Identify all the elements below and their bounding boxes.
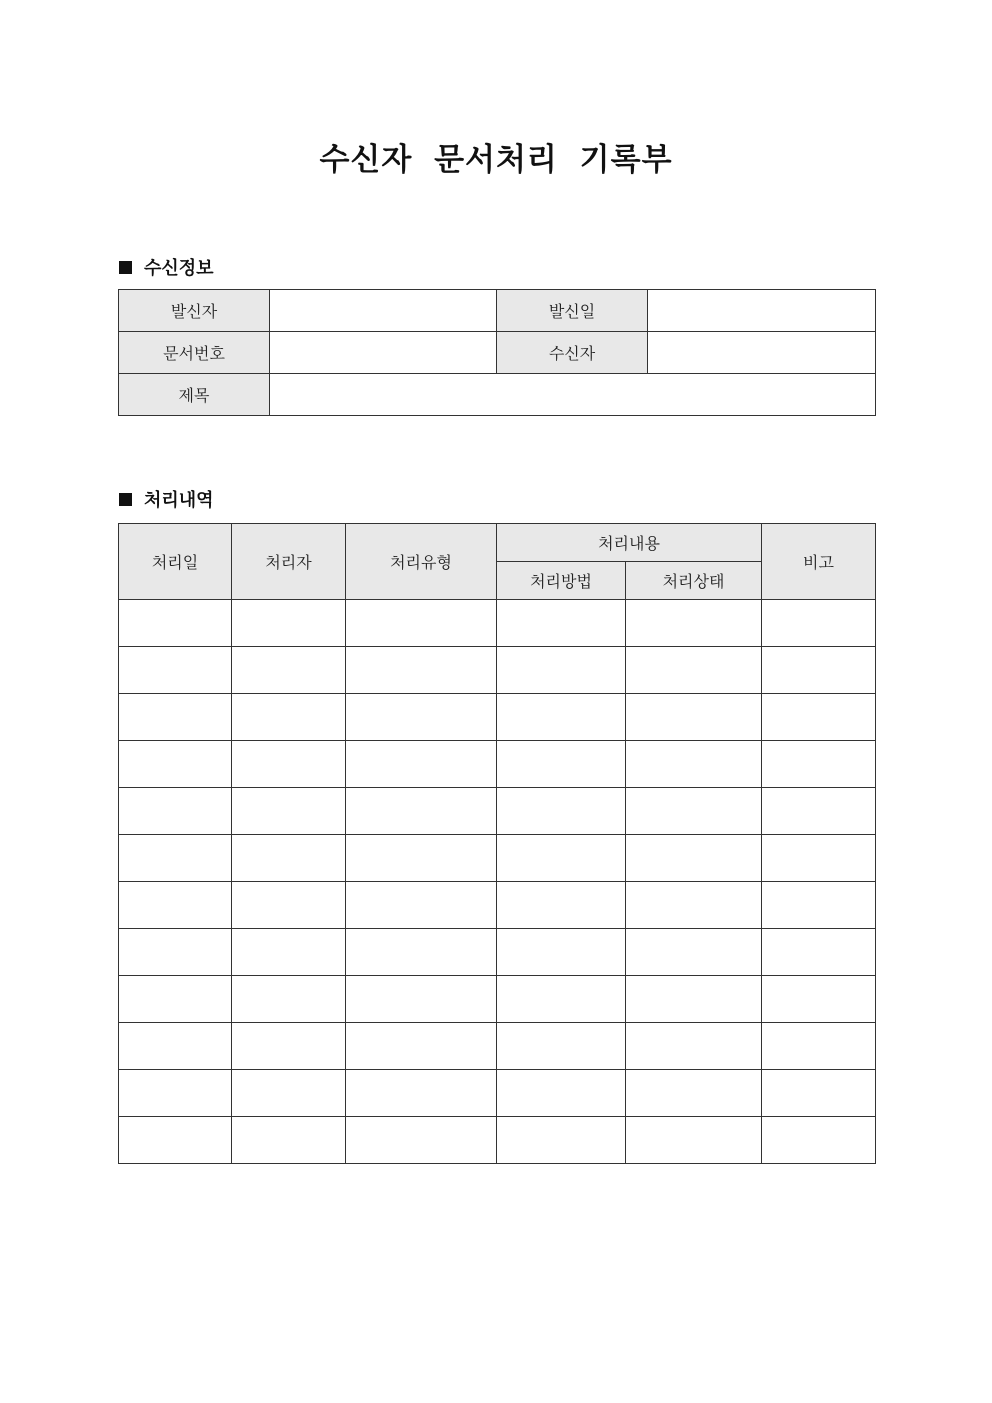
- status-cell[interactable]: [626, 929, 762, 976]
- document-title: 수신자 문서처리 기록부: [319, 142, 673, 178]
- table-row: [119, 1023, 876, 1070]
- col-remarks-header: 비고: [762, 524, 876, 600]
- remarks-cell[interactable]: [762, 835, 876, 882]
- method-cell[interactable]: [497, 788, 626, 835]
- date-cell[interactable]: [119, 647, 232, 694]
- col-date-header: 처리일: [119, 524, 232, 600]
- remarks-cell[interactable]: [762, 647, 876, 694]
- status-cell[interactable]: [626, 600, 762, 647]
- handler-cell[interactable]: [232, 1023, 346, 1070]
- method-cell[interactable]: [497, 1117, 626, 1164]
- date-cell[interactable]: [119, 741, 232, 788]
- info-row-doc-number: [119, 332, 876, 374]
- remarks-cell[interactable]: [762, 788, 876, 835]
- sent-date-label: 발신일: [497, 290, 648, 332]
- type-cell[interactable]: [346, 976, 497, 1023]
- date-cell[interactable]: [119, 882, 232, 929]
- handler-cell[interactable]: [232, 835, 346, 882]
- status-cell[interactable]: [626, 835, 762, 882]
- status-cell[interactable]: [626, 882, 762, 929]
- method-cell[interactable]: [497, 1070, 626, 1117]
- processing-header-row: [119, 524, 876, 562]
- type-cell[interactable]: [346, 1117, 497, 1164]
- handler-cell[interactable]: [232, 788, 346, 835]
- col-method-header: 처리방법: [497, 562, 626, 600]
- square-bullet-icon: [119, 261, 132, 274]
- method-cell[interactable]: [497, 882, 626, 929]
- handler-cell[interactable]: [232, 647, 346, 694]
- handler-cell[interactable]: [232, 976, 346, 1023]
- doc-number-label: 문서번호: [119, 332, 270, 374]
- date-cell[interactable]: [119, 788, 232, 835]
- doc-number-value[interactable]: [270, 332, 497, 374]
- sender-label: 발신자: [119, 290, 270, 332]
- type-cell[interactable]: [346, 929, 497, 976]
- processing-heading-text: 처리내역: [144, 490, 214, 511]
- sender-value[interactable]: [270, 290, 497, 332]
- processing-table-body: [119, 600, 876, 1164]
- remarks-cell[interactable]: [762, 1023, 876, 1070]
- remarks-cell[interactable]: [762, 741, 876, 788]
- type-cell[interactable]: [346, 694, 497, 741]
- remarks-cell[interactable]: [762, 600, 876, 647]
- status-cell[interactable]: [626, 694, 762, 741]
- table-row: [119, 835, 876, 882]
- status-cell[interactable]: [626, 1070, 762, 1117]
- date-cell[interactable]: [119, 1023, 232, 1070]
- type-cell[interactable]: [346, 741, 497, 788]
- method-cell[interactable]: [497, 694, 626, 741]
- date-cell[interactable]: [119, 600, 232, 647]
- remarks-cell[interactable]: [762, 929, 876, 976]
- table-row: [119, 929, 876, 976]
- handler-cell[interactable]: [232, 600, 346, 647]
- method-cell[interactable]: [497, 741, 626, 788]
- method-cell[interactable]: [497, 647, 626, 694]
- subject-value[interactable]: [270, 374, 876, 416]
- receive-info-heading: [119, 254, 214, 280]
- table-row: [119, 1117, 876, 1164]
- date-cell[interactable]: [119, 694, 232, 741]
- table-row: [119, 600, 876, 647]
- status-cell[interactable]: [626, 1023, 762, 1070]
- col-status-header: 처리상태: [626, 562, 762, 600]
- type-cell[interactable]: [346, 647, 497, 694]
- processing-heading: [119, 486, 214, 512]
- remarks-cell[interactable]: [762, 694, 876, 741]
- table-row: [119, 788, 876, 835]
- date-cell[interactable]: [119, 976, 232, 1023]
- remarks-cell[interactable]: [762, 976, 876, 1023]
- subject-label: 제목: [119, 374, 270, 416]
- method-cell[interactable]: [497, 600, 626, 647]
- table-row: [119, 882, 876, 929]
- status-cell[interactable]: [626, 976, 762, 1023]
- date-cell[interactable]: [119, 1070, 232, 1117]
- remarks-cell[interactable]: [762, 1117, 876, 1164]
- info-row-subject: [119, 374, 876, 416]
- square-bullet-icon: [119, 493, 132, 506]
- handler-cell[interactable]: [232, 882, 346, 929]
- handler-cell[interactable]: [232, 1070, 346, 1117]
- handler-cell[interactable]: [232, 694, 346, 741]
- type-cell[interactable]: [346, 1070, 497, 1117]
- table-row: [119, 741, 876, 788]
- handler-cell[interactable]: [232, 741, 346, 788]
- type-cell[interactable]: [346, 1023, 497, 1070]
- date-cell[interactable]: [119, 1117, 232, 1164]
- type-cell[interactable]: [346, 788, 497, 835]
- table-row: [119, 694, 876, 741]
- recipient-label: 수신자: [497, 332, 648, 374]
- remarks-cell[interactable]: [762, 882, 876, 929]
- date-cell[interactable]: [119, 835, 232, 882]
- table-row: [119, 647, 876, 694]
- method-cell[interactable]: [497, 976, 626, 1023]
- type-cell[interactable]: [346, 600, 497, 647]
- method-cell[interactable]: [497, 929, 626, 976]
- table-row: [119, 976, 876, 1023]
- date-cell[interactable]: [119, 929, 232, 976]
- type-cell[interactable]: [346, 882, 497, 929]
- info-row-sender: [119, 290, 876, 332]
- col-content-header: 처리내용: [497, 524, 762, 562]
- table-row: [119, 1070, 876, 1117]
- sent-date-value[interactable]: [648, 290, 876, 332]
- receive-info-table: [118, 289, 876, 416]
- processing-table: [118, 523, 876, 1164]
- status-cell[interactable]: [626, 741, 762, 788]
- handler-cell[interactable]: [232, 1117, 346, 1164]
- status-cell[interactable]: [626, 788, 762, 835]
- col-handler-header: 처리자: [232, 524, 346, 600]
- col-type-header: 처리유형: [346, 524, 497, 600]
- status-cell[interactable]: [626, 1117, 762, 1164]
- remarks-cell[interactable]: [762, 1070, 876, 1117]
- receive-info-heading-text: 수신정보: [144, 258, 214, 279]
- method-cell[interactable]: [497, 1023, 626, 1070]
- recipient-value[interactable]: [648, 332, 876, 374]
- handler-cell[interactable]: [232, 929, 346, 976]
- method-cell[interactable]: [497, 835, 626, 882]
- type-cell[interactable]: [346, 835, 497, 882]
- status-cell[interactable]: [626, 647, 762, 694]
